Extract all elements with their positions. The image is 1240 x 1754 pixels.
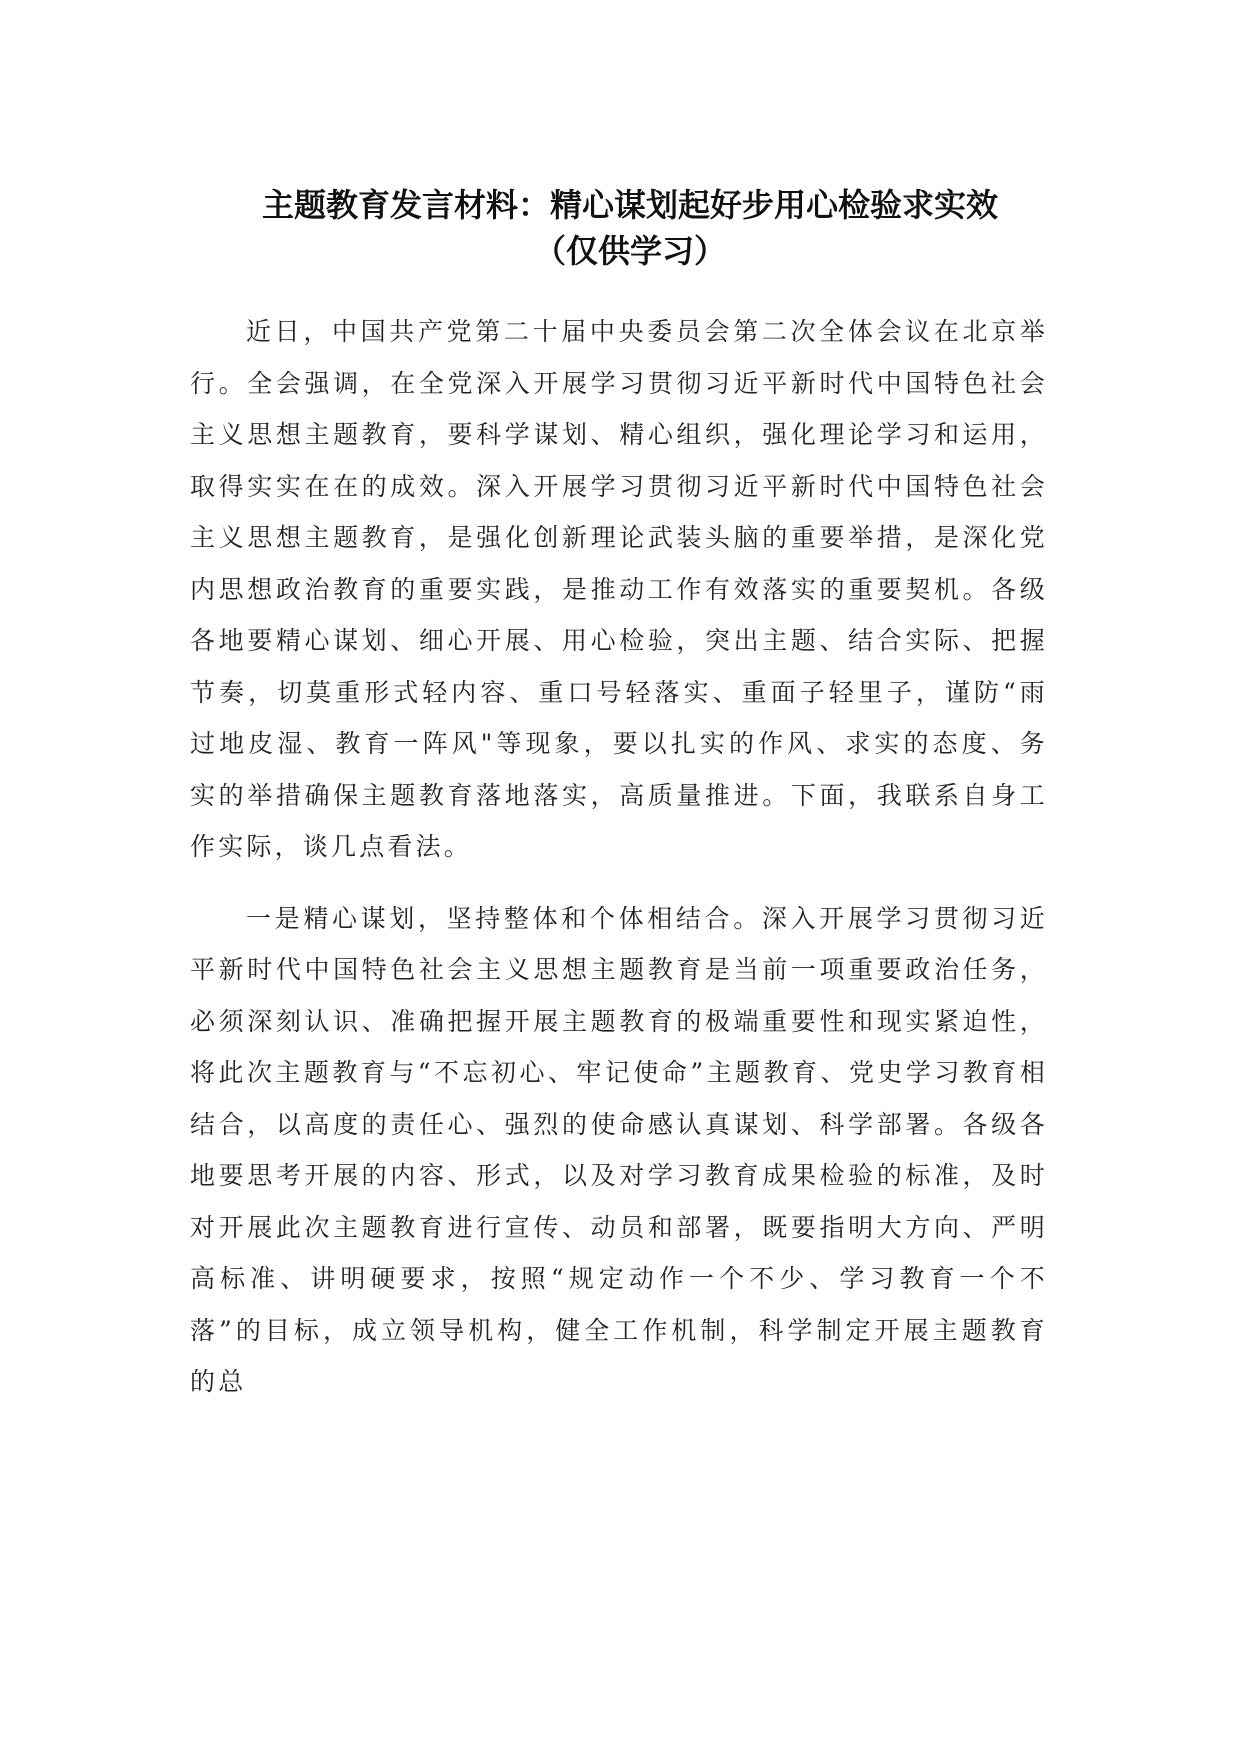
paragraph-introduction: 近日，中国共产党第二十届中央委员会第二次全体会议在北京举行。全会强调，在全党深入开展学习贯彻习近平新时代中国特色社会主义思想主题教育，要科学谋划、精心组织，强化理论学习和运用，取得实实在在的成效。深入开展学习贯彻习近平新时代中国特色社会主义思想主题教育，是强化创新理论武装头脑的重要举措，是深化党内思想政治教育的重要实践，是推动工作有效落实的重要契机。各级各地要精心谋划、细心开展、用心检验，突出主题、结合实际、把握节奏，切莫重形式轻内容、重口号轻落实、重面子轻里子，谨防“雨过地皮湿、教育一阵风"等现象，要以扎实的作风、求实的态度、务实的举措确保主题教育落地落实，高质量推进。下面，我联系自身工作实际，谈几点看法。 [190, 317, 1048, 861]
document-body [190, 306, 1048, 1408]
document-title [190, 182, 1070, 274]
paragraph-point-one: 一是精心谋划，坚持整体和个体相结合。深入开展学习贯彻习近平新时代中国特色社会主义思想主题教育是当前一项重要政治任务，必须深刻认识、准确把握开展主题教育的极端重要性和现实紧迫性，将此次主题教育与“不忘初心、牢记使命”主题教育、党史学习教育相结合，以高度的责任心、强烈的使命感认真谋划、科学部署。各级各地要思考开展的内容、形式，以及对学习教育成果检验的标准，及时对开展此次主题教育进行宣传、动员和部署，既要指明大方向、严明高标准、讲明硬要求，按照“规定动作一个不少、学习教育一个不落”的目标，成立领导机构，健全工作机制，科学制定开展主题教育的总 [190, 903, 1048, 1396]
title-main-line: 主题教育发言材料：精心谋划起好步用心检验求实效 [261, 186, 998, 224]
title-subtitle-line: （仅供学习） [533, 232, 726, 270]
